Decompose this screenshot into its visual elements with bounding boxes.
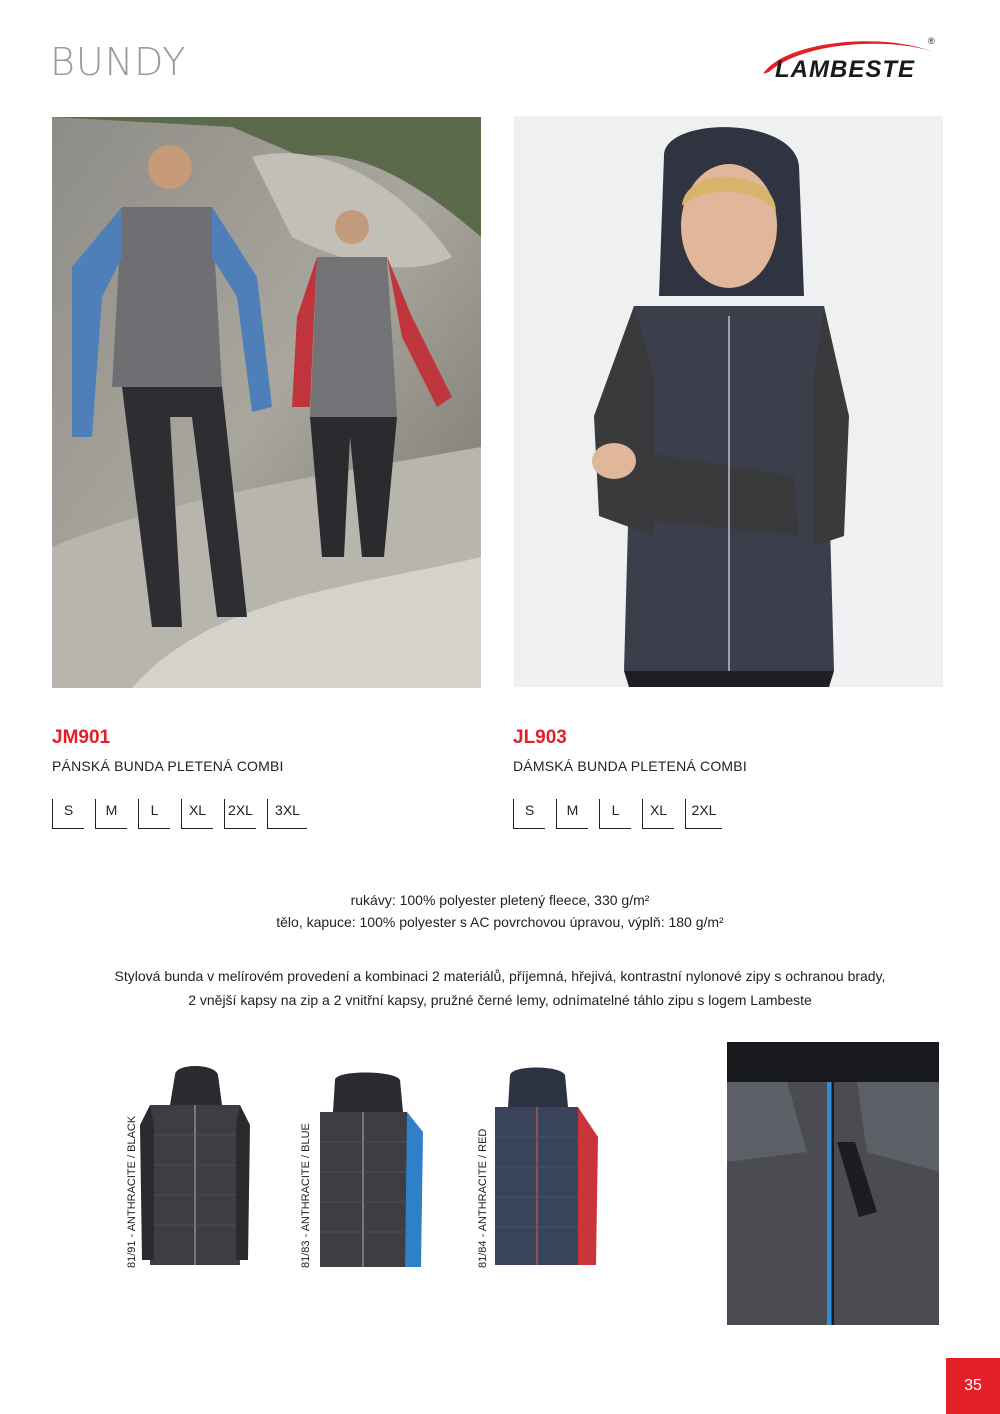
size-option: 3XL: [267, 799, 307, 829]
description-line: 2 vnější kapsy na zip a 2 vnitřní kapsy, pružné černé lemy, odnímatelné táhlo zipu s logem Lambeste: [188, 992, 812, 1008]
size-option: XL: [642, 799, 674, 829]
product-photo-jm901: [52, 117, 481, 688]
page-title: BUNDY: [50, 40, 187, 84]
variant-label: 81/83 - ANTHRACITE / BLUE: [300, 1123, 312, 1268]
size-option: XL: [181, 799, 213, 829]
size-option: S: [52, 799, 84, 829]
variant-label: 81/84 - ANTHRACITE / RED: [477, 1128, 489, 1268]
zipper-detail-photo: [727, 1042, 939, 1325]
svg-text:®: ®: [928, 36, 935, 46]
size-option: L: [599, 799, 631, 829]
size-option: 2XL: [685, 799, 722, 829]
materials-line: tělo, kapuce: 100% polyester s AC povrchovou úpravou, výplň: 180 g/m²: [276, 914, 724, 930]
product-code: JM901: [52, 727, 111, 748]
variant-label: 81/91 - ANTHRACITE / BLACK: [126, 1115, 138, 1268]
product-code: JL903: [513, 727, 567, 748]
materials-line: rukávy: 100% polyester pletený fleece, 330 g/m²: [350, 892, 650, 908]
size-option: M: [95, 799, 127, 829]
size-option: L: [138, 799, 170, 829]
description-line: Stylová bunda v melírovém provedení a kombinaci 2 materiálů, příjemná, hřejivá, kontrastní nylonové zipy s ochranou brady,: [114, 968, 886, 984]
variant-photo-black: [140, 1065, 250, 1275]
product-photo-jl903: [514, 116, 943, 687]
svg-text:LAMBESTE: LAMBESTE: [775, 56, 915, 83]
size-option: S: [513, 799, 545, 829]
product-name: PÁNSKÁ BUNDA PLETENÁ COMBI: [52, 758, 284, 774]
lambeste-logo: [755, 34, 945, 84]
product-name: DÁMSKÁ BUNDA PLETENÁ COMBI: [513, 758, 747, 774]
size-option: 2XL: [224, 799, 256, 829]
size-option: M: [556, 799, 588, 829]
page-number: 35: [946, 1358, 1000, 1414]
variant-photo-blue: [315, 1072, 425, 1272]
variant-photo-red: [490, 1067, 602, 1272]
description-block: [0, 964, 1000, 1012]
size-list: [52, 799, 318, 829]
materials-block: [0, 889, 1000, 933]
size-list: [513, 799, 733, 829]
